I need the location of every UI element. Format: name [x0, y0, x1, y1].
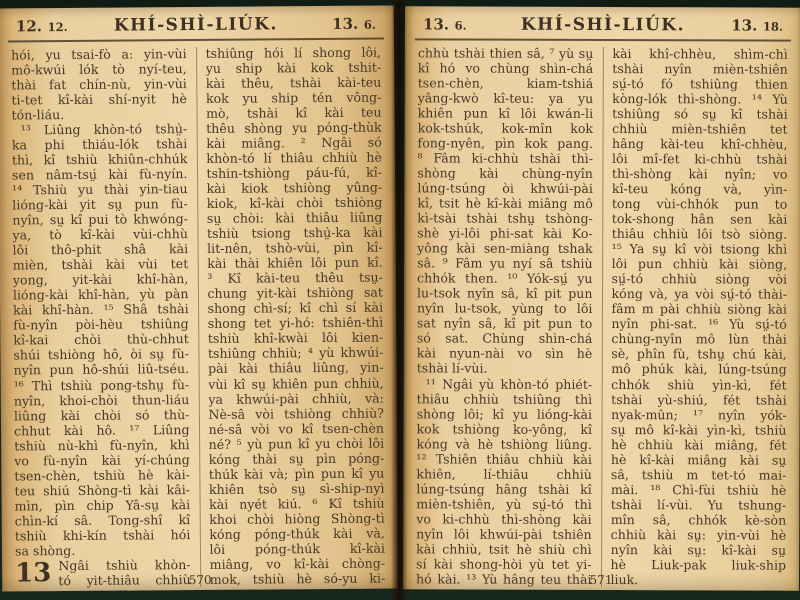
text-line: ka phi thiáu-lók tshài — [11, 135, 188, 153]
text-line: sâ. ⁹ Fâm yu nyí sâ tshiù — [417, 255, 593, 272]
text-line: mò, tshài kî kài teu — [205, 104, 382, 121]
text-line: hè kî-kài miâng kài sṳ̣ — [610, 451, 787, 468]
text-line: kài miâng. ² Ngâi só — [206, 134, 382, 151]
verse-ref-chapter: 12. — [15, 17, 43, 36]
text-line: tshài lí-vùi. Yu tshung- — [610, 496, 787, 513]
text-line: nyîn lu-tsok, yùng to lôi — [416, 300, 593, 317]
text-line: yu ship kài kok tshit- — [205, 59, 382, 76]
text-line: kòng-lók thì-shòng. ¹⁴ Yù — [612, 90, 788, 107]
text-line: hè chhiù kài miâng, fét — [610, 436, 787, 453]
text-line: kóng póng-thúk kài và, — [209, 525, 385, 542]
text-line: tok-shong hân sen kài — [611, 211, 788, 227]
text-line: mîn sâ, chhók kè-sòn — [610, 511, 787, 528]
text-line: ¹⁴ Tshiù yu thài yin-tiau — [12, 181, 188, 198]
text-line: shúi tshiòng hô, òi sṳ̣ fù- — [13, 346, 189, 363]
verse-ref-verse: 18. — [762, 19, 783, 34]
text-line: hè Liuk-pak liuk-ship — [610, 557, 787, 573]
text-line: kóng thài sṳ̣ pìn póng- — [208, 450, 385, 467]
text-line: thiâu chhiù lôi tsò siòng. — [611, 226, 788, 242]
text-line: thêu shòng yu póng-thùk — [206, 119, 382, 136]
text-line: fù-nyîn pòi-hèu tshiûng — [13, 316, 189, 333]
text-columns — [403, 45, 800, 588]
text-line: né-sâ vòi vo kî tsen-chèn — [208, 420, 385, 437]
text-line: hâng kài-teu khî-chhèu, — [612, 135, 788, 152]
text-line: sa shòng. — [14, 543, 76, 559]
text-line: tshiûng chhiù; ⁴ yù khwúi- — [207, 344, 384, 362]
text-line: khiên tsò sṳ̣ sì-ship-nyì — [208, 480, 385, 497]
text-line: kî hó vo chùng shìn-chá — [417, 59, 594, 76]
text-column-right — [601, 46, 787, 588]
text-line: tsen-chèn, tshiù hè kài- — [14, 466, 190, 484]
text-line: kài nyun-nài vo sìn hè — [416, 345, 593, 362]
text-line: tshiù tsiong tshṳ̀-ka kài — [206, 224, 383, 241]
text-line: lúng-tsúng òi khwúi-pài — [417, 180, 593, 196]
text-line: Nè-sâ vòi tshiòng chhiù? — [208, 405, 384, 422]
text-line: kok yu ship tén vông- — [205, 89, 382, 106]
verse-ref-verse: 12. — [47, 20, 68, 35]
text-line: tón-liáu. — [11, 106, 65, 123]
text-line: chhók shiù yìn-kì, fét — [611, 376, 787, 393]
text-line: tshin-tshiòng páu-fú, kî- — [206, 164, 383, 181]
text-line: sè, phîn fù, tshṳ̣ chú kài, — [611, 346, 787, 363]
text-line: nyîn phi-sat. ¹⁶ Yù sṳ́-tó — [611, 316, 787, 332]
page-left — [0, 5, 398, 591]
text-line: chhù tshài thien sâ, ⁷ yù sṳ̣ — [417, 44, 594, 61]
text-line: ¹³ Liûng khòn-tó tshṳ̀- — [20, 120, 188, 138]
text-line: só sat. Chùng shìn-chá — [416, 330, 593, 347]
text-line: nyîn kài sṳ̣: kî-kài sṳ̣ — [610, 542, 787, 558]
text-line: tshiûng hói lí shong lôi, — [205, 44, 382, 61]
text-line: sṳ́-tó chhiù siòng vòi — [611, 271, 788, 287]
text-line: chhut kài hô. ¹⁷ Liûng — [13, 421, 190, 439]
verse-ref-chapter: 13. — [731, 16, 758, 35]
text-line: khòn-tó lí thiâu chhiù hè — [206, 149, 382, 166]
text-line: nyîn lôi khwúi-pài tshiên — [416, 526, 592, 542]
text-line: hó kài. ¹³ Yù hâng teu thài — [415, 571, 592, 588]
page-header — [16, 14, 376, 37]
text-line: chung yit-kài tshiòng sat — [207, 284, 384, 302]
text-line: ³ Kî kài-teu thêu tsṳ- — [207, 269, 383, 287]
header-rule — [8, 38, 384, 42]
text-line: vo ki-chhù thì-shòng kài — [416, 511, 592, 527]
text-line: lôi mî-fet ki-chhù tshài — [611, 150, 788, 167]
text-line: ya khwúi-pài chhiù, và: — [208, 390, 384, 407]
text-line: sṳ́-tó fó tshiûng thien — [612, 75, 788, 92]
text-line: teu shiú Shòng-tì kài kâi- — [14, 481, 191, 499]
text-line: nyak-mûn; ¹⁷ nyîn yók- — [611, 406, 787, 423]
text-line: lit-nên, tshò-vùi, pìn kî- — [207, 239, 383, 257]
text-line: sṳ̣ chòi: kài thiâu liûng — [206, 209, 383, 226]
text-line: kài nyét kiú. ⁶ Kî tshiù — [209, 495, 385, 512]
text-line: khiên, lí-thiâu chhiù — [416, 466, 592, 482]
text-line: kài khî-chhèu, shìm-chì — [612, 45, 788, 62]
text-line: ¹⁵ Ya sṳ̣ kî vòi tsiong khì — [611, 241, 788, 257]
chapter-number: 13 — [15, 558, 52, 589]
text-line: mìn, pìn chip Yâ-sṳ kài — [14, 496, 191, 514]
text-line: lôi pun chhiù kài siòng, — [611, 256, 788, 272]
text-line: tong vùi-chhók pun to — [611, 196, 788, 212]
text-line: tshiù nù-khì fù-nyîn, khì — [14, 436, 190, 454]
text-line: tshiù khî-kwài lôi kien- — [207, 329, 384, 347]
verse-ref-verse: 6. — [454, 18, 467, 33]
binding-gutter-shadow — [391, 0, 407, 600]
verse-ref-left — [16, 16, 86, 36]
text-line: chhiù kài sṳ̣: yin-vùi hè — [610, 527, 787, 543]
text-line: vo fù-nyîn kài yí-chúng — [14, 451, 190, 469]
text-column-left — [11, 46, 200, 589]
running-title: KHÍ-SHÌ-LIÚK. — [520, 14, 686, 36]
text-line: shè yi-lôi phi-sat kài Ko- — [417, 225, 593, 242]
text-line: tshiûng só sṳ̣ kî tshài — [612, 105, 788, 122]
text-line: lu-tsok nyîn sâ, kî pit pun — [416, 285, 593, 302]
text-line: sen nâm-tsṳ́ kài fù-nyín. — [11, 165, 188, 183]
text-line: yong, yit-kài khî-hàn, — [12, 271, 189, 288]
text-line: nyîn, sṳ̣ kî pui tò khwóng- — [12, 211, 188, 228]
text-line: chhiù mièn-tshiên tet — [612, 120, 788, 137]
text-line: lúng-tsúng hâng tshài kî — [416, 481, 592, 497]
text-line: ti-tet kî-kài shí-nyit hè — [11, 90, 187, 108]
verse-ref-chapter: 13. — [422, 15, 450, 34]
text-line: sat nyîn sâ, kî pit pun to — [416, 315, 593, 332]
page-right — [403, 6, 800, 590]
text-line: mô-kwúi lók tò nyí-teu, — [11, 60, 187, 78]
text-line: tshài lí-vùi. — [416, 360, 488, 377]
text-line: fong-nyên, pìn kok pang. — [417, 135, 594, 151]
text-line: kóng và, ya vòi sṳ́-tó thài- — [611, 286, 788, 302]
text-column-right — [197, 44, 386, 587]
text-line: kiok, kî-kài chòi tshiòng — [206, 194, 383, 211]
text-line: mài. ¹⁸ Chì-fùi tshiù hè — [610, 481, 787, 498]
page-header — [423, 14, 783, 35]
text-line: shòng kài chùng-nyîn — [417, 165, 593, 181]
text-line: ⁸ Fâm ki-chhù tshài thì- — [417, 150, 594, 166]
verse-ref-chapter: 13. — [332, 14, 359, 33]
verse-ref-left — [423, 14, 493, 33]
text-line: shong tet yi-hó: tshiên-thì — [207, 314, 384, 332]
text-line: chhók then. ¹⁰ Yók-sṳ́ yu — [417, 270, 593, 287]
text-line: mô phúk kài, lúng-tsúng — [611, 361, 787, 378]
text-line: tshiù khi-kín tshài hói — [14, 527, 191, 544]
text-line: ¹² Tshiên thiâu chhiù kài — [416, 451, 592, 467]
text-line: kì-tsài tshài tshṳ̣ tshòng- — [417, 210, 593, 226]
text-line: pài kài thiâu liûng, yin- — [207, 360, 384, 377]
text-line: kài khî-hàn. ¹⁵ Shâ tshài — [13, 301, 189, 318]
text-line: né? ⁵ yù pun kî yu chòi lôi — [208, 435, 385, 452]
text-line: kài kiok tshiòng yûng- — [206, 179, 383, 196]
text-line: nyîn pun hô-shúi liû-tséu. — [13, 361, 190, 378]
text-line: ¹¹ Ngâi yù khòn-tó phiét- — [425, 375, 593, 392]
page-number: 570 — [188, 572, 212, 588]
verse-ref-verse: 6. — [363, 17, 376, 32]
text-line: vùi kî sṳ̣ khiên pun chhiù, — [208, 375, 384, 392]
text-line: tsen-chèn, kiam-tshiá — [417, 74, 594, 91]
text-line: thì, kî tshiù khiûn-chhúk — [11, 150, 188, 168]
text-line: mièn, tshài kài vùi tet — [12, 256, 189, 273]
text-line: shong chì-sí; kî chì sí kài — [207, 299, 384, 317]
text-line: nyîn, khoi-chòi thun-liáu — [13, 391, 190, 409]
text-line: thì-shòng kài nyîn; vo — [611, 165, 788, 182]
text-line: fâm m pài chhiù siòng kài — [611, 301, 787, 317]
text-line: ya, tò kî-kài vùi-chhù — [12, 226, 189, 243]
text-line: yông kài sen-miàng tshak — [417, 240, 593, 257]
text-line: thiâu chhiù tshiûng thì — [416, 390, 593, 407]
text-line: mok, tshiù hè só-yu ki- — [209, 570, 386, 588]
text-line: hói, yu tsai-fò a: yin-vùi — [11, 45, 187, 62]
text-line: lióng-kài khî-hàn, yù pàn — [12, 286, 189, 303]
text-line: kok tshiòng ko-yông, kî — [416, 421, 593, 437]
text-line: liuk. — [610, 572, 639, 588]
text-line: kóng và hè tshiòng liûng. — [416, 436, 593, 452]
text-line: thúk kài và; pìn pun kî yu — [208, 465, 385, 482]
verse-ref-right — [306, 14, 376, 34]
page-number: 571 — [589, 572, 613, 588]
text-line: mièn-tshiên, yù sṳ́-tó thì — [416, 496, 592, 512]
text-line: liûng kài chòi só thù- — [13, 406, 190, 424]
text-line: tshài yù-shiú, fét tshài — [611, 391, 787, 408]
text-line: khiên pun kî lôi kwán-li — [417, 105, 594, 121]
header-rule — [415, 38, 791, 41]
text-line: lióng-kài yit sṳ̣ pun fù- — [12, 196, 188, 213]
text-line: kî-kai chòi thù-chhut — [13, 331, 189, 348]
text-column-left — [416, 45, 602, 587]
running-title: KHÍ-SHÌ-LIÚK. — [113, 14, 278, 36]
text-line: lôi póng-thúk kî-kài — [209, 540, 386, 557]
text-line: kok-tshúk, kok-mîn kok — [417, 120, 594, 136]
text-line: kài thêu, tshài kài-teu — [205, 74, 382, 91]
text-line: sṳ̣ mô kî-kài yìn-kì, tshiù — [611, 421, 787, 438]
text-line: sí kài shong-hòi yù tet yi- — [416, 556, 592, 573]
text-line: lôi thô-phit shâ kài — [12, 241, 189, 258]
text-line: thài fat chín-nù, yin-vùi — [11, 75, 187, 93]
text-columns — [0, 44, 398, 589]
text-line: kî-teu kóng và, yìn- — [611, 180, 788, 197]
verse-ref-right — [713, 15, 783, 34]
text-line: tshài nyîn mièn-tshiên — [612, 60, 788, 77]
text-line: miâng, vo kî-kài chòng- — [209, 555, 386, 573]
text-line: chùng-nyîn mô lùn thài — [611, 331, 787, 348]
text-line: Ngâi tshiù khòn- — [58, 557, 191, 574]
text-line: sâ, tshiù m tet-tó mai- — [610, 466, 787, 483]
text-line: ¹⁶ Thì tshiù pong-tshṳ̣ fù- — [13, 376, 190, 393]
text-line: khoi chòi hiòng Shòng-tì — [209, 510, 385, 527]
text-line: kî, tsit hè kî-kài miâng mô — [417, 195, 593, 211]
text-line: kài thài khiên lôi pun kî. — [207, 254, 383, 272]
text-line: chìn-kí sâ. Tong-shî kî — [14, 512, 191, 529]
text-line: shòng lôi; kî yu lióng-kài — [416, 405, 593, 422]
text-line: kài chhiù, tsit hè shiù chì — [416, 541, 592, 558]
text-line: yâng-kwò kî-teu: ya yu — [417, 89, 594, 106]
text-line: tó yit-thiâu chhiù — [58, 572, 191, 589]
